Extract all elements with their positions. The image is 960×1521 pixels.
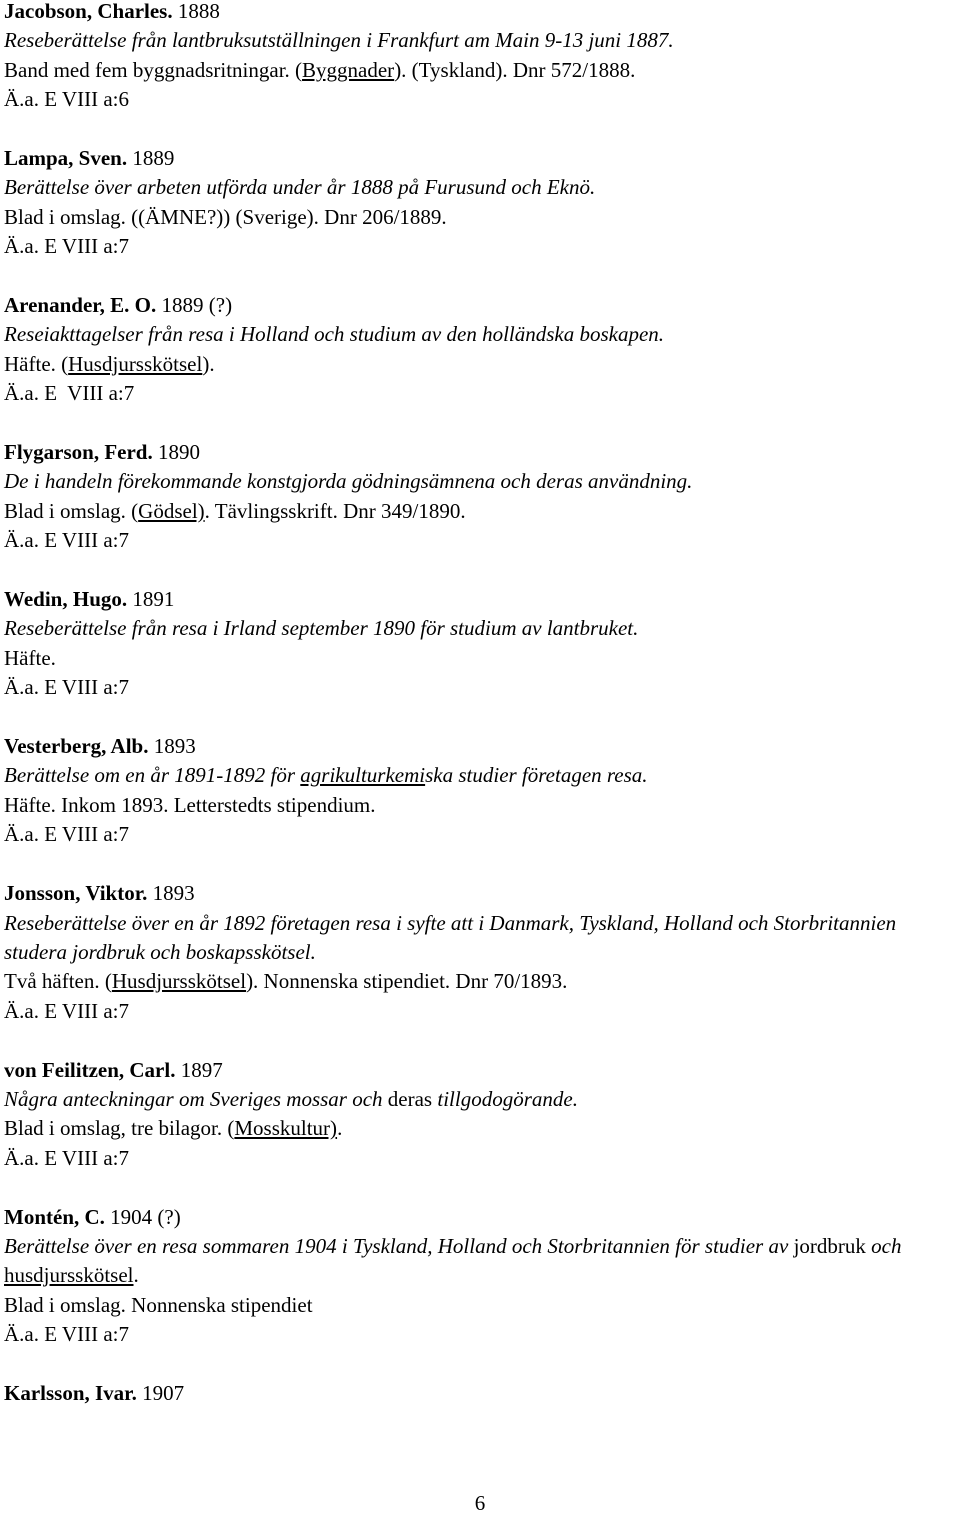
entry-shelfmark: Ä.a. E VIII a:7 xyxy=(4,675,129,700)
entry-description: Häfte. Inkom 1893. Letterstedts stipendium. xyxy=(4,792,376,817)
entry-shelfmark: Ä.a. E VIII a:7 xyxy=(4,234,129,259)
entry-year: 1904 (?) xyxy=(110,1204,181,1229)
entry-description: Häfte. (Husdjursskötsel). xyxy=(4,351,215,376)
entry-author: Vesterberg, Alb. xyxy=(4,734,149,759)
entry-heading xyxy=(4,1379,956,1408)
entry-description: Band med fem byggnadsritningar. (Byggnader). (Tyskland). Dnr 572/1888. xyxy=(4,57,636,82)
entry-heading xyxy=(4,291,956,320)
catalog-entry xyxy=(4,0,956,115)
entry-author: Wedin, Hugo. xyxy=(4,587,128,612)
entry-shelfmark: Ä.a. E VIII a:7 xyxy=(4,1145,129,1170)
subject-keyword: Husdjursskötsel xyxy=(111,969,247,994)
entry-description: Blad i omslag. (Gödsel). Tävlingsskrift. Dnr 349/1890. xyxy=(4,498,466,523)
entry-author: Lampa, Sven. xyxy=(4,146,128,171)
entry-title: Reseberättelse över en år 1892 företagen resa i syfte att i Danmark, Tyskland, Holland och Storbritannien studera jordbruk och boskapsskötsel. xyxy=(4,910,897,964)
entry-heading xyxy=(4,144,956,173)
entry-title: Reseberättelse från resa i Irland september 1890 för studium av lantbruket. xyxy=(4,616,639,641)
entry-author: Jonsson, Viktor. xyxy=(4,881,148,906)
entry-author: Flygarson, Ferd. xyxy=(4,440,153,465)
entry-shelfmark: Ä.a. E VIII a:7 xyxy=(4,822,129,847)
entry-title: Berättelse över arbeten utförda under år 1888 på Furusund och Eknö. xyxy=(4,175,596,200)
entry-heading xyxy=(4,0,956,26)
document-body xyxy=(4,0,956,1408)
entry-description: Häfte. xyxy=(4,645,56,670)
entry-year: 1893 xyxy=(153,734,196,759)
entry-author: Arenander, E. O. xyxy=(4,293,157,318)
entry-heading xyxy=(4,732,956,761)
catalog-entry xyxy=(4,1379,956,1408)
entry-heading xyxy=(4,1203,956,1232)
entry-year: 1893 xyxy=(152,881,195,906)
entry-heading xyxy=(4,1056,956,1085)
subject-keyword: Byggnader xyxy=(302,57,395,82)
entry-title: Reseberättelse från lantbruksutställningen i Frankfurt am Main 9-13 juni 1887. xyxy=(4,28,674,53)
entry-heading xyxy=(4,585,956,614)
entry-year: 1890 xyxy=(157,440,200,465)
entry-title: De i handeln förekommande konstgjorda gödningsämnena och deras användning. xyxy=(4,469,693,494)
subject-keyword: agrikulturkemi xyxy=(300,763,426,788)
page-number: 6 xyxy=(474,1491,486,1515)
entry-title: Berättelse över en resa sommaren 1904 i Tyskland, Holland och Storbritannien för studier av jordbruk och husdjursskötsel. xyxy=(4,1233,902,1288)
entry-title: Reseiakttagelser från resa i Holland och studium av den holländska boskapen. xyxy=(4,322,665,347)
entry-title: Berättelse om en år 1891-1892 för agrikulturkemiska studier företagen resa. xyxy=(4,763,648,788)
entry-description: Blad i omslag. Nonnenska stipendiet xyxy=(4,1292,313,1317)
catalog-entry xyxy=(4,732,956,850)
entry-author: Montén, C. xyxy=(4,1204,105,1229)
entry-year: 1897 xyxy=(180,1057,223,1082)
entry-shelfmark: Ä.a. E VIII a:6 xyxy=(4,87,129,112)
entry-author: Karlsson, Ivar. xyxy=(4,1380,137,1405)
entry-description: Blad i omslag, tre bilagor. (Mosskultur). xyxy=(4,1116,343,1141)
entry-author: Jacobson, Charles. xyxy=(4,0,173,23)
entry-description: Blad i omslag. ((ÄMNE?)) (Sverige). Dnr 206/1889. xyxy=(4,204,447,229)
entry-year: 1889 xyxy=(132,146,175,171)
entry-author: von Feilitzen, Carl. xyxy=(4,1057,176,1082)
catalog-entry xyxy=(4,879,956,1026)
entry-heading xyxy=(4,438,956,467)
entry-year: 1889 (?) xyxy=(161,293,233,318)
entry-shelfmark: Ä.a. E VIII a:7 xyxy=(4,381,135,406)
catalog-entry xyxy=(4,291,956,409)
subject-keyword: Husdjursskötsel xyxy=(68,351,203,376)
entry-year: 1891 xyxy=(132,587,175,612)
entry-shelfmark: Ä.a. E VIII a:7 xyxy=(4,998,129,1023)
subject-keyword: Mosskultur) xyxy=(234,1116,338,1141)
subject-keyword: husdjursskötsel xyxy=(4,1263,134,1288)
catalog-entry xyxy=(4,144,956,262)
entry-heading xyxy=(4,879,956,908)
catalog-entry xyxy=(4,1203,956,1350)
entry-shelfmark: Ä.a. E VIII a:7 xyxy=(4,528,129,553)
entry-year: 1888 xyxy=(177,0,220,23)
entry-year: 1907 xyxy=(142,1380,185,1405)
catalog-entry xyxy=(4,1056,956,1174)
entry-description: Två häften. (Husdjursskötsel). Nonnenska stipendiet. Dnr 70/1893. xyxy=(4,969,568,994)
entry-shelfmark: Ä.a. E VIII a:7 xyxy=(4,1322,129,1347)
subject-keyword: Gödsel) xyxy=(138,498,205,523)
catalog-entry xyxy=(4,438,956,556)
catalog-entry xyxy=(4,585,956,703)
entry-title: Några anteckningar om Sveriges mossar och deras tillgodogörande. xyxy=(4,1086,578,1111)
